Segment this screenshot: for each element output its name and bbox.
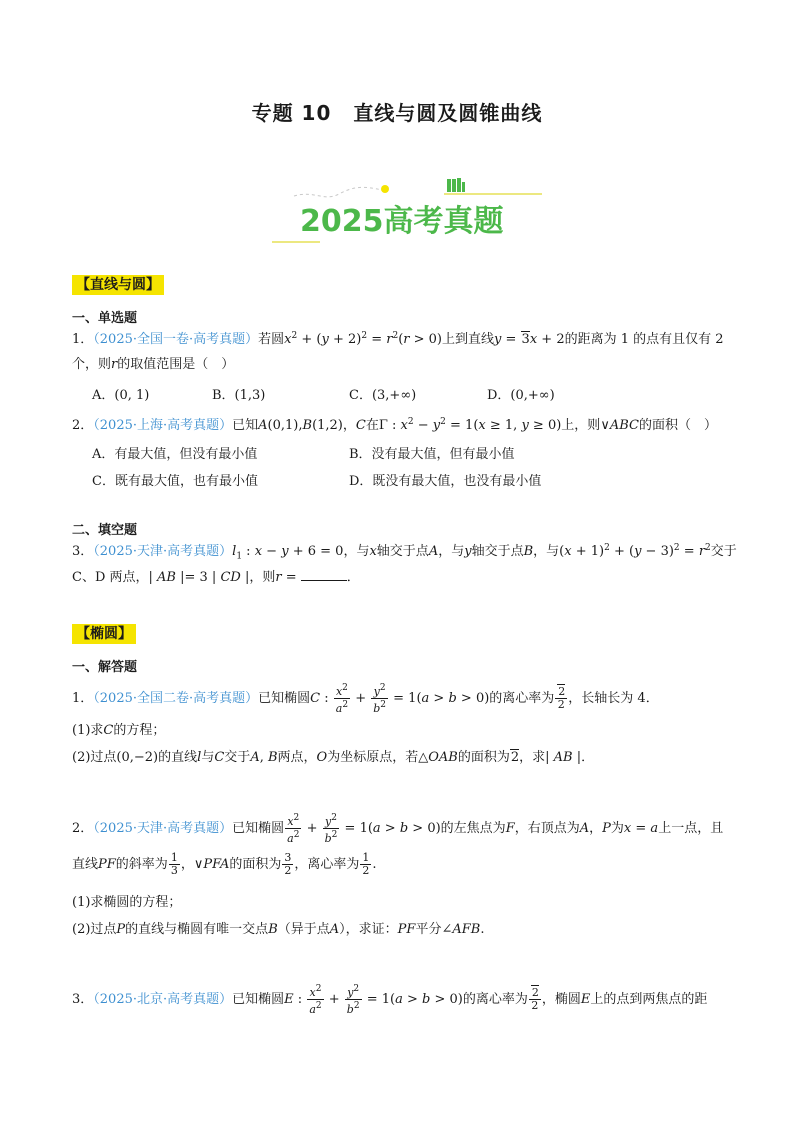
- title-part2: 直线与圆及圆锥曲线: [353, 101, 543, 125]
- question-1-option-d: D．(0,+∞): [487, 388, 555, 403]
- heading-fill-blank: 二、填空题: [72, 523, 138, 538]
- ellipse-q3-source: （2025·北京·高考真题）: [93, 992, 233, 1007]
- ellipse-q1-sub2: (2)过点(0,−2)的直线l与C交于A, B两点，O为坐标原点，若△OAB的面积为2，求| AB |．: [72, 750, 595, 765]
- question-2-option-b: B．没有最大值，但有最小值: [349, 447, 515, 462]
- question-2-line1: 2．（2025·上海·高考真题）已知A(0,1),B(1,2)，C在Γ : $x^2 - y^2 = 1(x \ge 1$, y ≥ 0)上，则∨ABC的面积（ ）: [72, 417, 717, 433]
- ellipse-q1-line1: 1．（2025·全国二卷·高考真题）已知椭圆C : $\frac{x^2}{a^2}$ + $\frac{y^2}{b^2}$ = 1(a > b > 0)的离心率为 $\frac{2}{2}$ ，长轴长为 4．: [72, 683, 659, 715]
- question-2-option-c: C．既有最大值，也有最小值: [92, 474, 258, 489]
- heading-answer: 一、解答题: [72, 660, 138, 675]
- heading-single-choice: 一、单选题: [72, 311, 138, 326]
- question-2-source: （2025·上海·高考真题）: [93, 418, 233, 433]
- question-1-option-c: C．(3,+∞): [349, 388, 417, 403]
- section-tag-line-circle: 【直线与圆】: [72, 275, 164, 295]
- page-title: [0, 97, 794, 126]
- question-3-source: （2025·天津·高考真题）: [93, 544, 233, 559]
- ellipse-q2-line1: 2．（2025·天津·高考真题）已知椭圆 $\frac{x^2}{a^2}$ + $\frac{y^2}{b^2}$ = 1(a > b > 0)的左焦点为F，右顶点为A，P为x = a上一点，且: [72, 813, 724, 845]
- question-2-option-a: A．有最大值，但没有最小值: [92, 447, 258, 462]
- question-1-line1: 1．（2025·全国一卷·高考真题）若圆$x^2 + (y + 2)^2 = r^2(r > 0)$上到直线y = 3x + 2的距离为 1 的点有且仅有 2: [72, 331, 724, 347]
- title-part1: 专题 10: [251, 101, 332, 125]
- banner-title: 2025高考真题: [300, 204, 504, 239]
- question-3-line1: 3．（2025·天津·高考真题）$l_1$ : x − y + 6 = 0，与x轴交于点A，与y轴交于点B，与$(x + 1)^2 + (y - 3)^2 = r^2$交于: [72, 543, 737, 562]
- question-1-option-b: B．(1,3): [212, 388, 266, 403]
- ellipse-q2-source: （2025·天津·高考真题）: [93, 821, 233, 836]
- question-3-line2: C、D 两点，| AB |= 3 | CD |，则r = ．: [72, 570, 360, 585]
- ellipse-q2-sub2: (2)过点P的直线与椭圆有唯一交点B（异于点A），求证：PF平分∠AFB.: [72, 922, 485, 937]
- question-2-option-d: D．既没有最大值，也没有最小值: [349, 474, 542, 489]
- question-1-line2: 个，则r的取值范围是（ ）: [72, 357, 235, 372]
- ellipse-q2-sub1: (1)求椭圆的方程；: [72, 895, 182, 910]
- question-1-source: （2025·全国一卷·高考真题）: [93, 332, 259, 347]
- question-1-option-a: A．(0, 1): [92, 388, 150, 403]
- ellipse-q1-sub1: (1)求C的方程；: [72, 723, 166, 738]
- answer-blank[interactable]: [301, 568, 347, 581]
- ellipse-q3-line1: 3．（2025·北京·高考真题）已知椭圆E : $\frac{x^2}{a^2}$ + $\frac{y^2}{b^2}$ = 1(a > b > 0)的离心率为 $\frac{2}{2}$ ，椭圆E上的点到两焦点的距: [72, 984, 708, 1016]
- ellipse-q1-source: （2025·全国二卷·高考真题）: [93, 691, 259, 706]
- ellipse-q2-line2: 直线PF的斜率为 $\frac{1}{3}$ ，∨PFA的面积为 $\frac{3}{2}$ ，离心率为 $\frac{1}{2}$ .: [72, 851, 377, 877]
- section-tag-ellipse: 【椭圆】: [72, 624, 136, 644]
